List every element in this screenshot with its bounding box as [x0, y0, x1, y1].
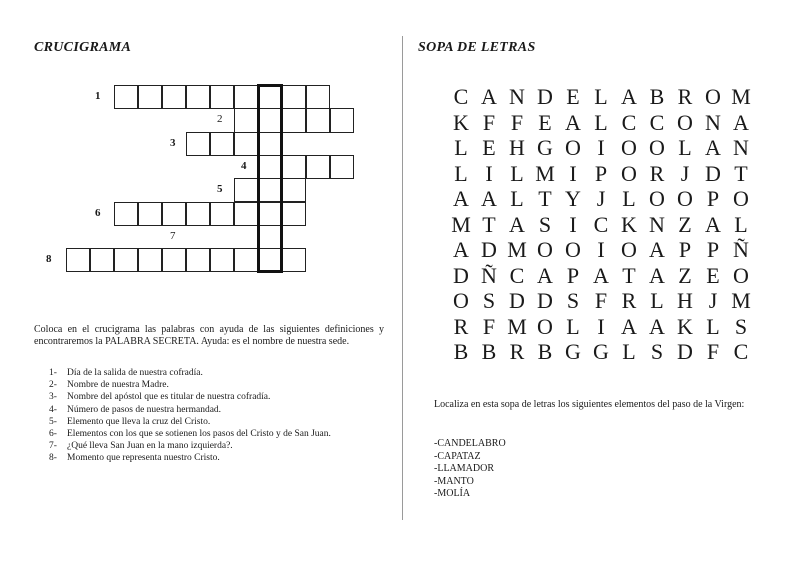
- word-search-letter: F: [594, 288, 608, 313]
- word-search-letter: M: [731, 84, 751, 109]
- word-search-letter: L: [594, 84, 608, 109]
- crossword-clue: [49, 416, 394, 428]
- crossword-clue: [49, 428, 394, 440]
- word-search-letter: D: [509, 288, 525, 313]
- word-search-letter: E: [482, 135, 496, 160]
- crossword-cell: [210, 132, 234, 156]
- crossword-instructions: Coloca en el crucigrama las palabras con ayuda de las siguientes definiciones y encontraremos la PALABRA SECRETA. Ayuda: es el nombre de nuestra sede.: [34, 324, 384, 347]
- word-search-word: -MOLÍA: [434, 488, 471, 499]
- word-search-letter: O: [621, 160, 637, 186]
- crossword-row-number: 7: [170, 229, 176, 242]
- word-search-letter: R: [509, 339, 525, 364]
- word-search-letter: F: [482, 109, 496, 135]
- crossword-cell: [234, 132, 258, 156]
- crossword-cell: [186, 132, 210, 156]
- crossword-row-number: 6: [95, 206, 101, 219]
- page-divider: [402, 36, 403, 520]
- word-search-letter: G: [565, 339, 581, 364]
- word-search-letter: E: [538, 109, 552, 135]
- crossword-cell: [138, 202, 162, 226]
- word-search-letter: D: [537, 84, 553, 109]
- clue-number: 2-: [49, 380, 57, 391]
- crossword-clue: [49, 379, 394, 391]
- crossword-cell: [234, 108, 258, 132]
- word-search-word: -LLAMADOR: [434, 463, 494, 474]
- word-search-letter: B: [649, 84, 665, 109]
- word-search-letter: H: [509, 135, 525, 160]
- clue-number: 3-: [49, 392, 57, 403]
- crossword-clues: [49, 367, 394, 465]
- crossword-cell: [162, 85, 186, 109]
- word-search-letter: I: [597, 135, 605, 160]
- word-search-row: [447, 263, 755, 289]
- word-search-letter: T: [482, 211, 496, 237]
- word-search-letter: P: [706, 237, 720, 262]
- word-search-letter: L: [454, 160, 468, 186]
- word-search-letter: N: [705, 109, 721, 135]
- word-search-letter: T: [734, 160, 748, 186]
- word-search-letter: F: [510, 109, 524, 135]
- crossword-cell: [282, 108, 306, 132]
- word-search-letter: Y: [565, 186, 581, 211]
- word-search-letter: I: [569, 211, 577, 237]
- crossword-cell: [282, 178, 306, 202]
- word-search-letter: B: [537, 339, 553, 364]
- word-search-letter: N: [733, 135, 749, 160]
- word-search-letter: Z: [678, 262, 692, 288]
- word-search-word: -CAPATAZ: [434, 450, 481, 462]
- clue-number: 4-: [49, 404, 57, 415]
- word-search-letter: A: [705, 211, 721, 237]
- word-search-letter: I: [597, 313, 605, 339]
- crossword-cell: [234, 202, 258, 226]
- word-search-letter: G: [537, 135, 553, 160]
- word-search-letter: C: [453, 84, 469, 109]
- word-search-letter: O: [565, 237, 581, 262]
- crossword-cell: [138, 248, 162, 272]
- clue-number: 6-: [49, 429, 57, 440]
- clue-number: 7-: [49, 441, 57, 452]
- word-search-letter: T: [622, 262, 636, 288]
- clue-number: 5-: [49, 416, 57, 427]
- word-search-letter: F: [706, 339, 720, 364]
- word-search-letter: R: [649, 160, 665, 186]
- word-search-letter: O: [705, 84, 721, 109]
- crossword-cell: [330, 155, 354, 179]
- crossword-cell: [162, 248, 186, 272]
- word-search-letter: O: [565, 135, 581, 160]
- word-search-letter: O: [649, 186, 665, 211]
- clue-text: Elementos con los que se sotienen los pasos del Cristo y de San Juan.: [67, 429, 331, 440]
- word-search-row: [447, 161, 755, 187]
- word-search-letter: R: [453, 313, 469, 339]
- crossword-cell: [306, 108, 330, 132]
- word-search-letter: S: [650, 339, 664, 364]
- word-search-letter: M: [451, 211, 471, 237]
- word-search-letter: L: [594, 109, 608, 135]
- crossword-cell: [114, 85, 138, 109]
- word-search-row: [447, 212, 755, 238]
- clue-text: Momento que representa nuestro Cristo.: [67, 453, 220, 464]
- word-search-letter: O: [537, 313, 553, 339]
- word-search-letter: A: [649, 262, 665, 288]
- word-search-letter: A: [733, 109, 749, 135]
- crossword-cell: [210, 202, 234, 226]
- word-search-letter: I: [569, 160, 577, 186]
- word-search-letter: N: [649, 211, 665, 237]
- word-search-letter: J: [596, 186, 606, 211]
- word-search-letter: N: [509, 84, 525, 109]
- word-search-letter: L: [622, 339, 636, 364]
- word-search-row: [447, 339, 755, 365]
- word-search-letter: A: [453, 237, 469, 262]
- crossword-clue: [49, 404, 394, 416]
- clue-number: 8-: [49, 453, 57, 464]
- word-search-letter: C: [509, 262, 525, 288]
- word-search-letter: B: [481, 339, 497, 364]
- word-search-letter: O: [733, 262, 749, 288]
- word-search-letter: A: [705, 135, 721, 160]
- word-search-letter: O: [621, 237, 637, 262]
- crossword-cell: [210, 248, 234, 272]
- crossword-row-number: 5: [217, 183, 223, 196]
- word-search-letter: A: [621, 313, 637, 339]
- word-search-letter: A: [453, 186, 469, 211]
- clue-number: 1-: [49, 368, 57, 378]
- word-search-letter: A: [649, 237, 665, 262]
- word-search-letter: D: [481, 237, 497, 262]
- word-search-letter: O: [453, 288, 469, 313]
- word-search-letter: K: [621, 211, 637, 237]
- word-search-letter: S: [566, 288, 580, 313]
- word-search-letter: Z: [678, 211, 692, 237]
- word-search-letter: K: [677, 313, 693, 339]
- word-search-letter: L: [566, 313, 580, 339]
- word-search-word: -MANTO: [434, 475, 474, 487]
- word-search-letter: P: [706, 186, 720, 211]
- crossword-row-number: 2: [217, 113, 223, 126]
- word-search-letter: L: [510, 186, 524, 211]
- word-search-letter: L: [510, 160, 524, 186]
- crossword-cell: [114, 202, 138, 226]
- word-search-row: [447, 135, 755, 161]
- word-search-letter: A: [509, 211, 525, 237]
- crossword-cell: [282, 202, 306, 226]
- word-search-letter: D: [537, 288, 553, 313]
- word-search-letter: P: [678, 237, 692, 262]
- word-search-letter: L: [650, 288, 664, 313]
- word-search-instructions: Localiza en esta sopa de letras los siguientes elementos del paso de la Virgen:: [434, 399, 745, 410]
- word-search-letter: M: [731, 288, 751, 313]
- crossword-clue: [49, 391, 394, 403]
- word-search-letter: C: [733, 339, 749, 364]
- word-search-letter: G: [593, 339, 609, 364]
- word-search-letter: A: [481, 84, 497, 109]
- word-search-letter: M: [507, 237, 527, 262]
- word-search-letter: O: [677, 186, 693, 211]
- word-search-letter: O: [649, 135, 665, 160]
- crossword-cell: [234, 85, 258, 109]
- word-search-letter: S: [482, 288, 496, 313]
- word-search-letter: E: [706, 262, 720, 288]
- crossword-cell: [186, 202, 210, 226]
- word-search-letter: J: [680, 160, 690, 186]
- word-search-letter: M: [507, 313, 527, 339]
- word-search-letter: E: [566, 84, 580, 109]
- word-search-row: [447, 186, 755, 212]
- word-search-letter: O: [537, 237, 553, 262]
- word-search-row: [447, 237, 755, 263]
- word-search-letter: O: [621, 135, 637, 160]
- word-search-word: -CANDELABRO: [434, 438, 506, 449]
- word-search-letter: S: [538, 211, 552, 237]
- crossword-cell: [66, 248, 90, 272]
- crossword-cell: [282, 155, 306, 179]
- word-search-letter: R: [621, 288, 637, 313]
- word-search-letter: O: [733, 186, 749, 211]
- word-search-letter: A: [537, 262, 553, 288]
- clue-text: Elemento que lleva la cruz del Cristo.: [67, 416, 211, 427]
- word-search-letter: I: [485, 160, 493, 186]
- crossword-cell: [162, 202, 186, 226]
- word-search-letter: O: [677, 109, 693, 135]
- word-search-letter: F: [482, 313, 496, 339]
- word-search-letter: K: [453, 109, 469, 135]
- word-search-letter: S: [734, 313, 748, 339]
- word-search-letter: L: [678, 135, 692, 160]
- word-search-letter: M: [535, 160, 555, 186]
- word-search-letter: A: [621, 84, 637, 109]
- word-search-word-list: [434, 438, 506, 501]
- crossword-cell: [114, 248, 138, 272]
- crossword-row-number: 8: [46, 253, 52, 266]
- crossword-row-number: 1: [95, 90, 101, 102]
- word-search-letter: P: [594, 160, 608, 186]
- crossword-cell: [186, 248, 210, 272]
- crossword-cell: [234, 248, 258, 272]
- clue-text: Número de pasos de nuestra hermandad.: [67, 404, 222, 415]
- word-search-letter: J: [708, 288, 718, 313]
- word-search-letter: D: [705, 160, 721, 186]
- word-search-letter: I: [597, 237, 605, 262]
- crossword-cell: [138, 85, 162, 109]
- word-search-letter: L: [622, 186, 636, 211]
- word-search-letter: P: [566, 262, 580, 288]
- word-search-letter: A: [593, 262, 609, 288]
- word-search-row: [447, 288, 755, 314]
- word-search-letter: L: [734, 211, 748, 237]
- crossword-cell: [282, 85, 306, 109]
- crossword-clue: [49, 367, 394, 379]
- clue-text: Día de la salida de nuestra cofradía.: [67, 368, 203, 378]
- clue-text: Nombre del apóstol que es titular de nuestra cofradía.: [67, 392, 271, 403]
- clue-text: ¿Qué lleva San Juan en la mano izquierda?.: [67, 441, 233, 452]
- crossword-cell: [186, 85, 210, 109]
- crossword-cell: [306, 155, 330, 179]
- secret-word-column: [257, 84, 283, 273]
- crossword-cell: [234, 178, 258, 202]
- word-search-row: [447, 84, 755, 110]
- word-search-letter: R: [677, 84, 693, 109]
- word-search-letter: A: [481, 186, 497, 211]
- word-search-letter: Ñ: [733, 237, 749, 262]
- crossword-cell: [306, 85, 330, 109]
- word-search-letter: T: [538, 186, 552, 211]
- crossword-cell: [90, 248, 114, 272]
- crossword-cell: [330, 108, 354, 132]
- word-search-letter: C: [621, 109, 637, 135]
- clue-text: Nombre de nuestra Madre.: [67, 380, 169, 391]
- word-search-title: SOPA DE LETRAS: [418, 40, 536, 55]
- word-search-letter: L: [454, 135, 468, 160]
- word-search-letter: H: [677, 288, 693, 313]
- word-search-row: [447, 314, 755, 340]
- word-search-letter: C: [593, 211, 609, 237]
- word-search-row: [447, 110, 755, 136]
- word-search-letter: C: [649, 109, 665, 135]
- word-search-letter: D: [677, 339, 693, 364]
- word-search-grid: [447, 84, 755, 365]
- crossword-clue: [49, 452, 394, 464]
- word-search-letter: B: [453, 339, 469, 364]
- word-search-letter: Ñ: [481, 262, 497, 288]
- crossword-row-number: 4: [241, 159, 247, 172]
- word-search-letter: D: [453, 262, 469, 288]
- crossword-cell: [210, 85, 234, 109]
- crossword-clue: [49, 440, 394, 452]
- word-search-letter: A: [565, 109, 581, 135]
- word-search-letter: A: [649, 313, 665, 339]
- crossword-cell: [282, 248, 306, 272]
- crossword-title: CRUCIGRAMA: [34, 40, 132, 55]
- word-search-letter: L: [706, 313, 720, 339]
- crossword-row-number: 3: [170, 136, 176, 149]
